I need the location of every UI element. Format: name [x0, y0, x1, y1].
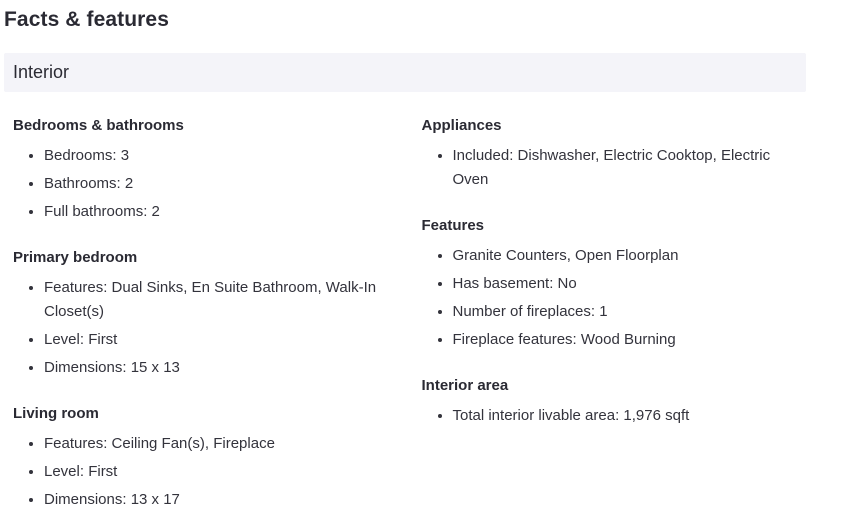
fact-item: • Included: Dishwasher, Electric Cooktop, Electric Oven [453, 144, 807, 192]
fact-group-appliances [422, 114, 807, 192]
fact-item: • Total interior livable area: 1,976 sqft [453, 404, 807, 428]
fact-group-features [422, 214, 807, 352]
fact-list [422, 404, 807, 428]
group-heading: Features [421, 217, 485, 234]
fact-list [13, 144, 398, 224]
facts-columns [4, 114, 806, 526]
fact-list [13, 432, 398, 512]
interior-section-label: Interior [13, 62, 70, 82]
fact-list [422, 244, 807, 352]
fact-item: • Dimensions: 13 x 17 [44, 488, 398, 512]
fact-item: • Level: First [44, 328, 398, 352]
fact-group-living-room [13, 402, 398, 512]
fact-item: • Granite Counters, Open Floorplan [453, 244, 807, 268]
fact-item: • Features: Dual Sinks, En Suite Bathroom, Walk-In Closet(s) [44, 276, 398, 324]
fact-item: • Has basement: No [453, 272, 807, 296]
fact-item: • Number of fireplaces: 1 [453, 300, 807, 324]
fact-group-primary-bedroom [13, 246, 398, 380]
group-heading: Appliances [421, 117, 502, 134]
right-column [422, 114, 807, 526]
fact-item: • Full bathrooms: 2 [44, 200, 398, 224]
fact-list [422, 144, 807, 192]
fact-list [13, 276, 398, 380]
left-column [13, 114, 398, 526]
fact-item: • Bedrooms: 3 [44, 144, 398, 168]
fact-item: • Level: First [44, 460, 398, 484]
group-heading: Living room [13, 405, 99, 422]
group-heading: Bedrooms & bathrooms [13, 117, 184, 134]
fact-item: • Features: Ceiling Fan(s), Fireplace [44, 432, 398, 456]
fact-group-bedrooms-bathrooms [13, 114, 398, 224]
fact-group-interior-area [422, 374, 807, 428]
fact-item: • Bathrooms: 2 [44, 172, 398, 196]
interior-section-header [4, 53, 806, 92]
group-heading: Primary bedroom [13, 249, 138, 266]
fact-item: • Fireplace features: Wood Burning [453, 328, 807, 352]
fact-item: • Dimensions: 15 x 13 [44, 356, 398, 380]
page-title: Facts & features [4, 8, 169, 31]
group-heading: Interior area [421, 377, 509, 394]
